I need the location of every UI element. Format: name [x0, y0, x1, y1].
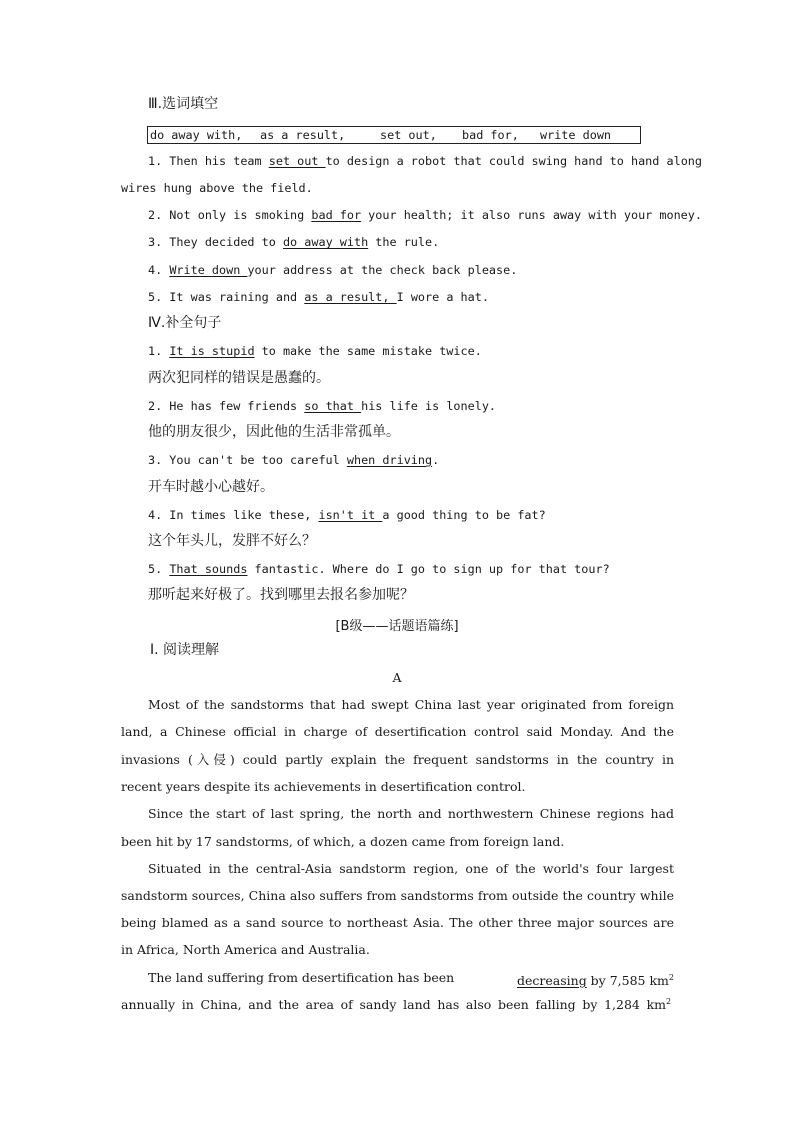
complete-item-5-cn: 那听起来好极了。找到哪里去报名参加呢？ — [148, 587, 414, 603]
complete-item-5: 5. That sounds fantastic. Where do I go to sign up for that tour? — [148, 562, 610, 576]
passage-label: A — [392, 670, 402, 685]
passage-line: Since the start of last spring, the north and northwestern Chinese regions had — [148, 806, 674, 821]
complete-item-4-cn: 这个年头儿，发胖不好么？ — [148, 533, 316, 549]
word-box — [147, 126, 641, 144]
superscript: 2 — [666, 997, 672, 1006]
passage-line: sandstorm sources, China also suffers from sandstorms from outside the country while — [121, 888, 674, 903]
word-option: as a result, — [260, 128, 346, 142]
fill-item-1-cont: wires hung above the field. — [121, 181, 313, 195]
word-option: bad for, — [462, 128, 519, 142]
answer: It is stupid — [169, 344, 255, 358]
passage-line: Situated in the central-Asia sandstorm region, one of the world's four largest — [148, 861, 674, 876]
passage-line: recent years despite its achievements in desertification control. — [121, 779, 526, 794]
complete-item-4: 4. In times like these, isn't it a good thing to be fat? — [148, 508, 546, 522]
complete-item-3-cn: 开车时越小心越好。 — [148, 479, 274, 495]
answer: so that — [304, 399, 362, 413]
section4-title: Ⅳ.补全句子 — [148, 315, 222, 331]
reading-title: Ⅰ. 阅读理解 — [150, 642, 220, 658]
complete-item-2-cn: 他的朋友很少，因此他的生活非常孤单。 — [148, 424, 400, 440]
complete-item-3: 3. You can't be too careful when driving. — [148, 453, 440, 467]
fill-item-1: 1. Then his team set out to design a robot that could swing hand to hand along — [148, 154, 703, 168]
passage-line: been hit by 17 sandstorms, of which, a dozen came from foreign land. — [121, 834, 565, 849]
answer: as a result, — [304, 290, 397, 304]
fill-item-4: 4. Write down your address at the check back please. — [148, 263, 518, 277]
passage-line: invasions (入侵) could partly explain the frequent sandstorms in the country in — [121, 752, 674, 767]
level-b-heading: [B级——话题语篇练] — [335, 619, 459, 634]
passage-line: The land suffering from desertification has been decreasing by 7,585 $km^2$ — [148, 970, 674, 989]
complete-item-1: 1. It is stupid to make the same mistake twice. — [148, 344, 482, 358]
answer: isn't it — [318, 508, 383, 522]
answer: set out — [268, 154, 326, 168]
answer: do away with — [282, 235, 369, 249]
word-option: set out, — [380, 128, 437, 142]
complete-item-1-cn: 两次犯同样的错误是愚蠢的。 — [148, 370, 330, 386]
answer: Write down — [169, 263, 248, 277]
fill-item-5: 5. It was raining and as a result, I wore a hat. — [148, 290, 489, 304]
word-option: do away with, — [150, 128, 243, 142]
answer: That sounds — [169, 562, 248, 576]
answer: when driving — [346, 453, 433, 467]
passage-line: being blamed as a sand source to northeast Asia. The other three major sources are — [121, 915, 674, 930]
complete-item-2: 2. He has few friends so that his life is lonely. — [148, 399, 497, 413]
section3-title: Ⅲ.选词填空 — [148, 96, 219, 112]
passage-line: in Africa, North America and Australia. — [121, 942, 370, 957]
passage-line: annually in China, and the area of sandy land has also been falling by 1,284 km — [121, 997, 666, 1012]
fill-item-2: 2. Not only is smoking bad for your health; it also runs away with your money. — [148, 208, 702, 222]
underlined-word: decreasing — [517, 973, 587, 989]
passage-line: Most of the sandstorms that had swept China last year originated from foreign — [148, 697, 674, 712]
answer: bad for — [311, 208, 362, 222]
passage-line: land, a Chinese official in charge of desertification control said Monday. And the — [121, 724, 674, 739]
word-option: write down — [540, 128, 612, 142]
fill-item-3: 3. They decided to do away with the rule. — [148, 235, 440, 249]
